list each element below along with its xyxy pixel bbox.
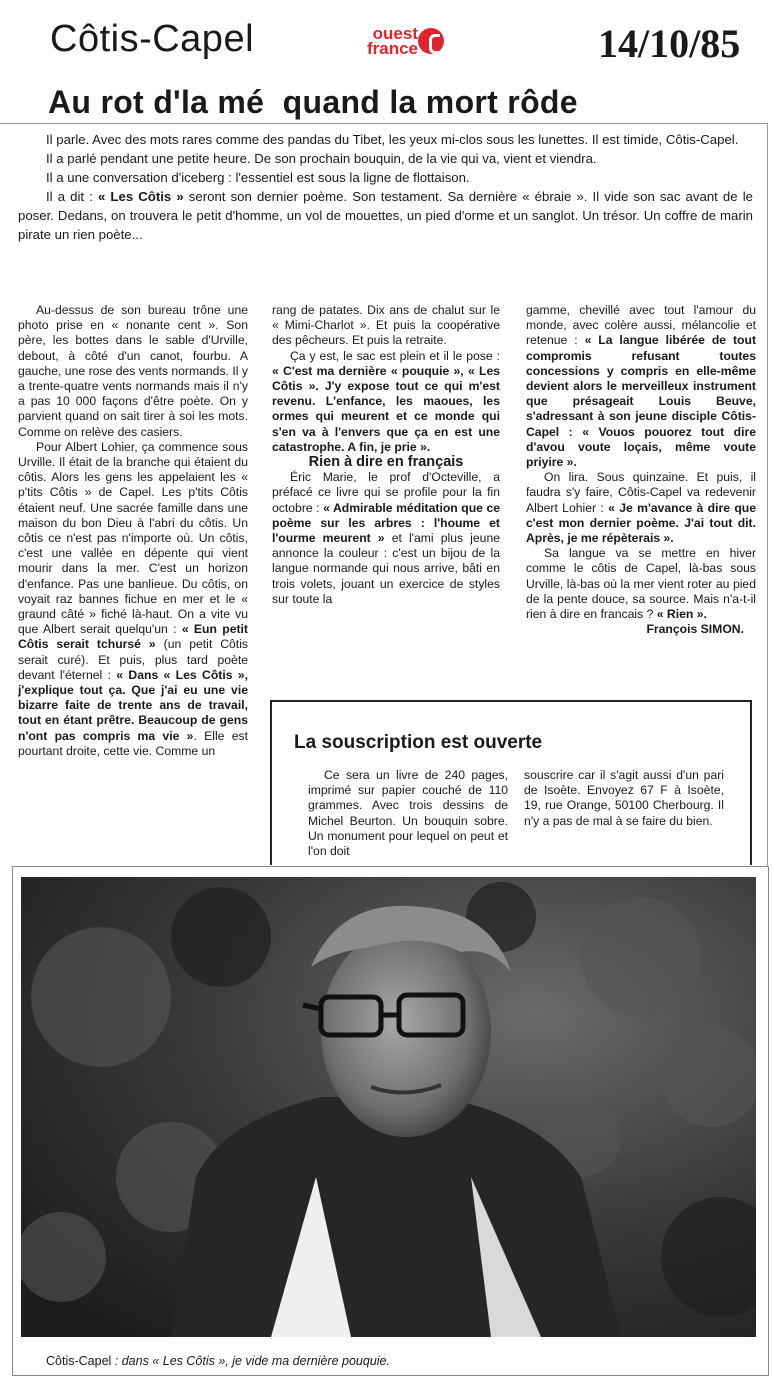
article-headline: Au rot d'la mé quand la mort rôde — [48, 84, 578, 120]
portrait-photo — [21, 877, 756, 1337]
section-subheading: Rien à dire en français — [308, 454, 464, 471]
box-column-left: Ce sera un livre de 240 pages, imprimé sur papier couché de 110 grammes. Avec trois dessins de Michel Beurton. Un bouquin sobre. Un monument pour lequel on peut et l'on doit — [308, 768, 508, 859]
intro-paragraph: Il a une conversation d'iceberg : l'essentiel est sous la ligne de flottaison. — [46, 170, 470, 185]
intro-paragraph: Il a dit : « Les Côtis » seront son dernier poème. Son testament. Sa dernière « ébraie ». Il vide son sac avant de le poser. Dedans, on trouvera le petit d'homme, un vol de mouettes, un pied d'orme et un sanglot. Un trésor. Un coffre de marin pirate un rien poète... — [18, 189, 753, 242]
column-2 — [272, 303, 500, 693]
place-name: Côtis-Capel — [50, 18, 255, 60]
body-paragraph: Sa langue va se mettre en hiver comme le côtis de Capel, là-bas sous Urville, là-bas où la mer vient roter au pied de la pente douce, sa source. Mais n'a-t-il rien à dire en francais ? « Rien ». — [526, 546, 756, 622]
body-paragraph: gamme, chevillé avec tout l'amour du monde, avec colère aussi, mélancolie et retenue : « La langue libérée de tout compromis refusant toutes concessions y compris en elle-même devient alors le merveilleux instrument que présageait Louis Beuve, s'adressant à son jeune disciple Côtis-Capel : « Vouos pouorez tout dire d'avou voute loçais, même voute priyire ». — [526, 303, 756, 470]
body-paragraph: Pour Albert Lohier, ça commence sous Urville. Il était de la branche qui étaient du côtis. Alors les gens les appelaient les « p'tits Côtis » de Capel. Les p'tits Côtis étaient neuf. Une sacrée famille dans une maison du bon Dieu à l'abri du côtis. Un côtis ce n'est pas n'importe où. Un côtis, c'est une vallée en dépente qui vient mourir dans la mer. C'est un horizon d'enfance. Pas une banlieue. Du côtis, on voyait raz bannes fichue en mer et le « graund câté » fiché là-haut. On a vite vu que Albert serait quelqu'un : « Eun petit Côtis serait tchursé » (un petit Côtis serait curé). Et puis, plus tard poète devant l'éternel : « Dans « Les Côtis », j'explique tout ça. Que j'ai eu une vie bizarre faite de trente ans de travail, tout en étant prêtre. Beaucoup de gens n'ont pas compris ma vie ». Elle est pourtant droite, cette vie. Comme un — [18, 439, 248, 758]
page-header — [0, 0, 773, 120]
intro-paragraph: Il a parlé pendant une petite heure. De son prochain bouquin, de la vie qui va, vient et viendra. — [46, 151, 597, 166]
body-paragraph: rang de patates. Dix ans de chalut sur le « Mimi-Charlot ». Et puis la coopérative des pêcheurs. Et puis la retraite. — [272, 303, 500, 348]
body-paragraph: Au-dessus de son bureau trône une photo prise en « nonante cent ». Son père, les bottes dans le sable d'Urville, debout, à côté d'un canot, fourbu. A gauche, une rose des vents normands. Il y a trente-quatre vents normands mais il n'y a pas 10 000 façons d'être poète. On y parvient quand on sait tirer à soi les mots. Comme on relève des casiers. — [18, 303, 248, 439]
logo-badge-icon — [418, 28, 444, 54]
portrait-illustration — [21, 877, 756, 1337]
box-title: La souscription est ouverte — [294, 732, 543, 753]
photo-caption: Côtis-Capel : dans « Les Côtis », je vide ma dernière pouquie. — [46, 1354, 390, 1368]
intro-paragraph: Il parle. Avec des mots rares comme des pandas du Tibet, les yeux mi-clos sous les lunettes. Il est timide, Côtis-Capel. — [46, 132, 739, 147]
body-paragraph: On lira. Sous quinzaine. Et puis, il faudra s'y faire, Côtis-Capel va redevenir Albert Lohier : « Je m'avance à dire que c'est mon dernier poème. J'ai tout dit. Après, je me répèterais ». — [526, 470, 756, 546]
logo-word-2: france — [366, 39, 418, 58]
body-paragraph: Ça y est, le sac est plein et il le pose : « C'est ma dernière « pouquie », « Les Côtis ». J'y expose tout ce qui m'est revenu. L'enfance, les maoues, les ormes qui meurent et ce monde qui s'en va à l'envers que ça en est une catastrophe. A fin, je prie ». — [272, 348, 500, 454]
column-3 — [526, 303, 756, 693]
ouest-france-logo — [352, 26, 452, 62]
author-signature: François SIMON. — [646, 622, 744, 637]
issue-date: 14/10/85 — [598, 21, 741, 66]
logo-word-1: ouest — [372, 24, 418, 43]
article-intro — [18, 130, 753, 244]
subscription-box — [270, 700, 752, 865]
column-1 — [18, 303, 248, 863]
body-paragraph: Éric Marie, le prof d'Octeville, a préfacé ce livre qui se profile pour la fin octobre : « Admirable méditation que ce poème sur les arbres : l'houme et l'ourme meurent » et l'ami plus jeune annonce la couleur : c'est un bijou de la langue normande qui nous arrive, bâti en trois volets, jouant un exercice de styles sur toute la — [272, 470, 500, 606]
box-column-right: souscrire car il s'agit aussi d'un pari de Isoète. Envoyez 67 F à Isoète, 19, rue Orange, 50100 Cherbourg. Il n'y a pas de mal à se faire du bien. — [524, 768, 724, 828]
